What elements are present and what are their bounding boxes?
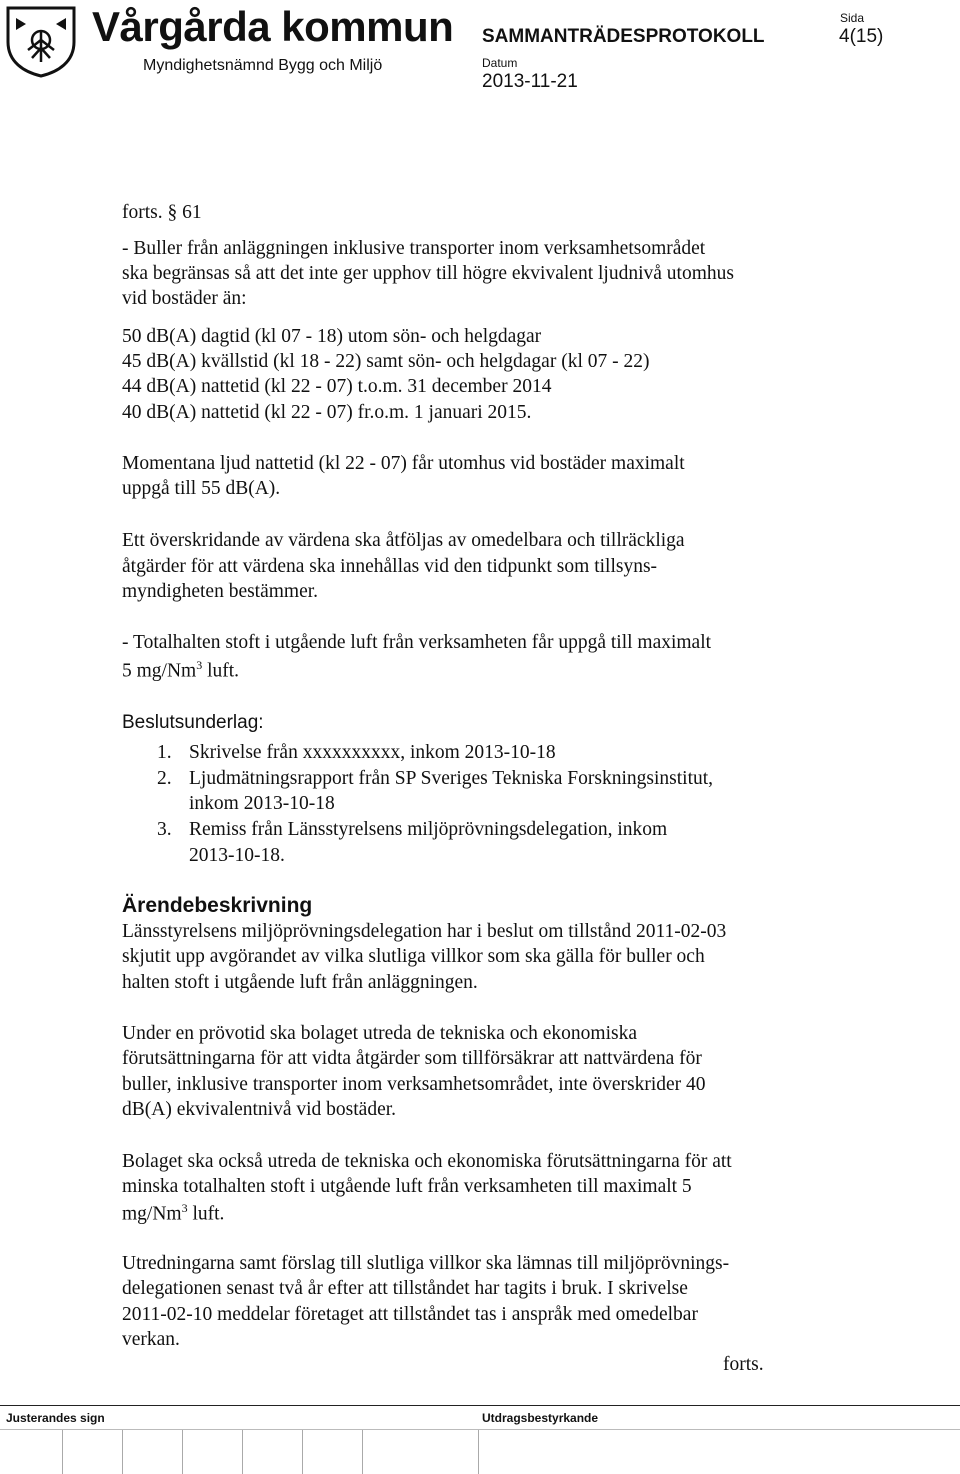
signature-box-divider: [122, 1430, 123, 1474]
description-line: 2011-02-10 meddelar företaget att tillståndet tas i anspråk med omedelbar: [122, 1304, 698, 1325]
description-line: minska totalhalten stoft i utgående luft från verksamheten till maximalt 5: [122, 1176, 692, 1197]
dust-unit-suffix: luft.: [187, 1203, 225, 1225]
momentary-noise-line: uppgå till 55 dB(A).: [122, 478, 281, 499]
momentary-noise-line: Momentana ljud nattetid (kl 22 - 07) får utomhus vid bostäder maximalt: [122, 453, 685, 474]
extract-certification-label: Utdragsbestyrkande: [482, 1411, 599, 1425]
basis-item-text: Remiss från Länsstyrelsens miljöprövningsdelegation, inkom: [189, 819, 668, 840]
date-label: Datum: [482, 56, 518, 70]
section-reference: § 61: [167, 202, 202, 223]
description-heading: Ärendebeskrivning: [122, 894, 313, 917]
description-line: Länsstyrelsens miljöprövningsdelegation har i beslut om tillstånd 2011-02-03: [122, 921, 727, 942]
page-label: Sida: [840, 11, 865, 25]
basis-item-number: 1.: [157, 742, 172, 763]
noise-requirement-line: ska begränsas så att det inte ger upphov till högre ekvivalent ljudnivå utomhus: [122, 263, 734, 284]
basis-item-text: 2013-10-18.: [189, 845, 285, 866]
municipality-name: Vårgårda kommun: [92, 3, 454, 50]
noise-limit-line: 45 dB(A) kvällstid (kl 18 - 22) samt sön- och helgdagar (kl 07 - 22): [122, 351, 650, 372]
signature-box-divider: [302, 1430, 303, 1474]
description-line: delegationen senast två år efter att tillståndet har tagits i bruk. I skrivelse: [122, 1278, 688, 1299]
noise-limit-line: 44 dB(A) nattetid (kl 22 - 07) t.o.m. 31 december 2014: [122, 376, 552, 397]
basis-item-number: 2.: [157, 768, 172, 789]
description-line: skjutit upp avgörandet av vilka slutliga villkor som ska gälla för buller och: [122, 946, 705, 967]
dust-limit-unit: luft.: [202, 660, 240, 682]
description-line: Bolaget ska också utreda de tekniska och ekonomiska förutsättningarna för att: [122, 1151, 732, 1172]
dust-limit-value: 5 mg/Nm: [122, 660, 197, 682]
signature-box-divider: [62, 1430, 63, 1474]
signature-box-divider: [242, 1430, 243, 1474]
committee-name: Myndighetsnämnd Bygg och Miljö: [143, 57, 383, 74]
meeting-date: 2013-11-21: [482, 71, 578, 92]
adjuster-signature-label: Justerandes sign: [6, 1411, 105, 1425]
signature-box-divider: [182, 1430, 183, 1474]
signature-row-divider: [0, 1429, 960, 1430]
description-line: [122, 1201, 224, 1226]
municipality-coat-of-arms: [4, 4, 78, 78]
page-number: 4(15): [839, 26, 884, 47]
exceedance-line: åtgärder för att värdena ska innehållas vid den tidpunkt som tillsyns-: [122, 556, 658, 577]
description-line: Under en prövotid ska bolaget utreda de tekniska och ekonomiska: [122, 1023, 637, 1044]
section-heading: [122, 202, 202, 224]
description-line: dB(A) ekvivalentnivå vid bostäder.: [122, 1099, 397, 1120]
continuation-label: forts.: [122, 202, 163, 223]
signature-box-divider: [478, 1430, 479, 1474]
signature-box-divider: [362, 1430, 363, 1474]
dust-limit-line: [122, 658, 239, 683]
basis-item-text: inkom 2013-10-18: [189, 793, 335, 814]
basis-heading: Beslutsunderlag:: [122, 712, 264, 733]
exceedance-line: Ett överskridande av värdena ska åtföljas av omedelbara och tillräckliga: [122, 530, 685, 551]
footer-divider: [0, 1405, 960, 1406]
basis-item-text: Skrivelse från xxxxxxxxxx, inkom 2013-10-18: [189, 742, 556, 763]
description-line: Utredningarna samt förslag till slutliga villkor ska lämnas till miljöprövnings-: [122, 1253, 730, 1274]
noise-limit-line: 50 dB(A) dagtid (kl 07 - 18) utom sön- och helgdagar: [122, 326, 542, 347]
unit-exponent: 3: [196, 658, 203, 672]
description-line: halten stoft i utgående luft från anläggningen.: [122, 972, 478, 993]
noise-requirement-line: vid bostäder än:: [122, 288, 247, 309]
noise-limit-line: 40 dB(A) nattetid (kl 22 - 07) fr.o.m. 1 januari 2015.: [122, 402, 532, 423]
unit-exponent: 3: [181, 1201, 188, 1215]
noise-requirement-line: - Buller från anläggningen inklusive transporter inom verksamhetsområdet: [122, 238, 706, 259]
document-type: SAMMANTRÄDESPROTOKOLL: [482, 26, 765, 47]
exceedance-line: myndigheten bestämmer.: [122, 581, 319, 602]
dust-limit-line: - Totalhalten stoft i utgående luft från verksamheten får uppgå till maximalt: [122, 632, 712, 653]
basis-item-number: 3.: [157, 819, 172, 840]
basis-item-text: Ljudmätningsrapport från SP Sveriges Tekniska Forskningsinstitut,: [189, 768, 714, 789]
dust-unit: mg/Nm: [122, 1203, 182, 1225]
description-line: verkan.: [122, 1329, 180, 1350]
description-line: förutsättningarna för att vidta åtgärder som tillförsäkrar att nattvärdena för: [122, 1048, 702, 1069]
continued-label: forts.: [723, 1354, 764, 1375]
description-line: buller, inklusive transporter inom verksamhetsområdet, inte överskrider 40: [122, 1074, 706, 1095]
